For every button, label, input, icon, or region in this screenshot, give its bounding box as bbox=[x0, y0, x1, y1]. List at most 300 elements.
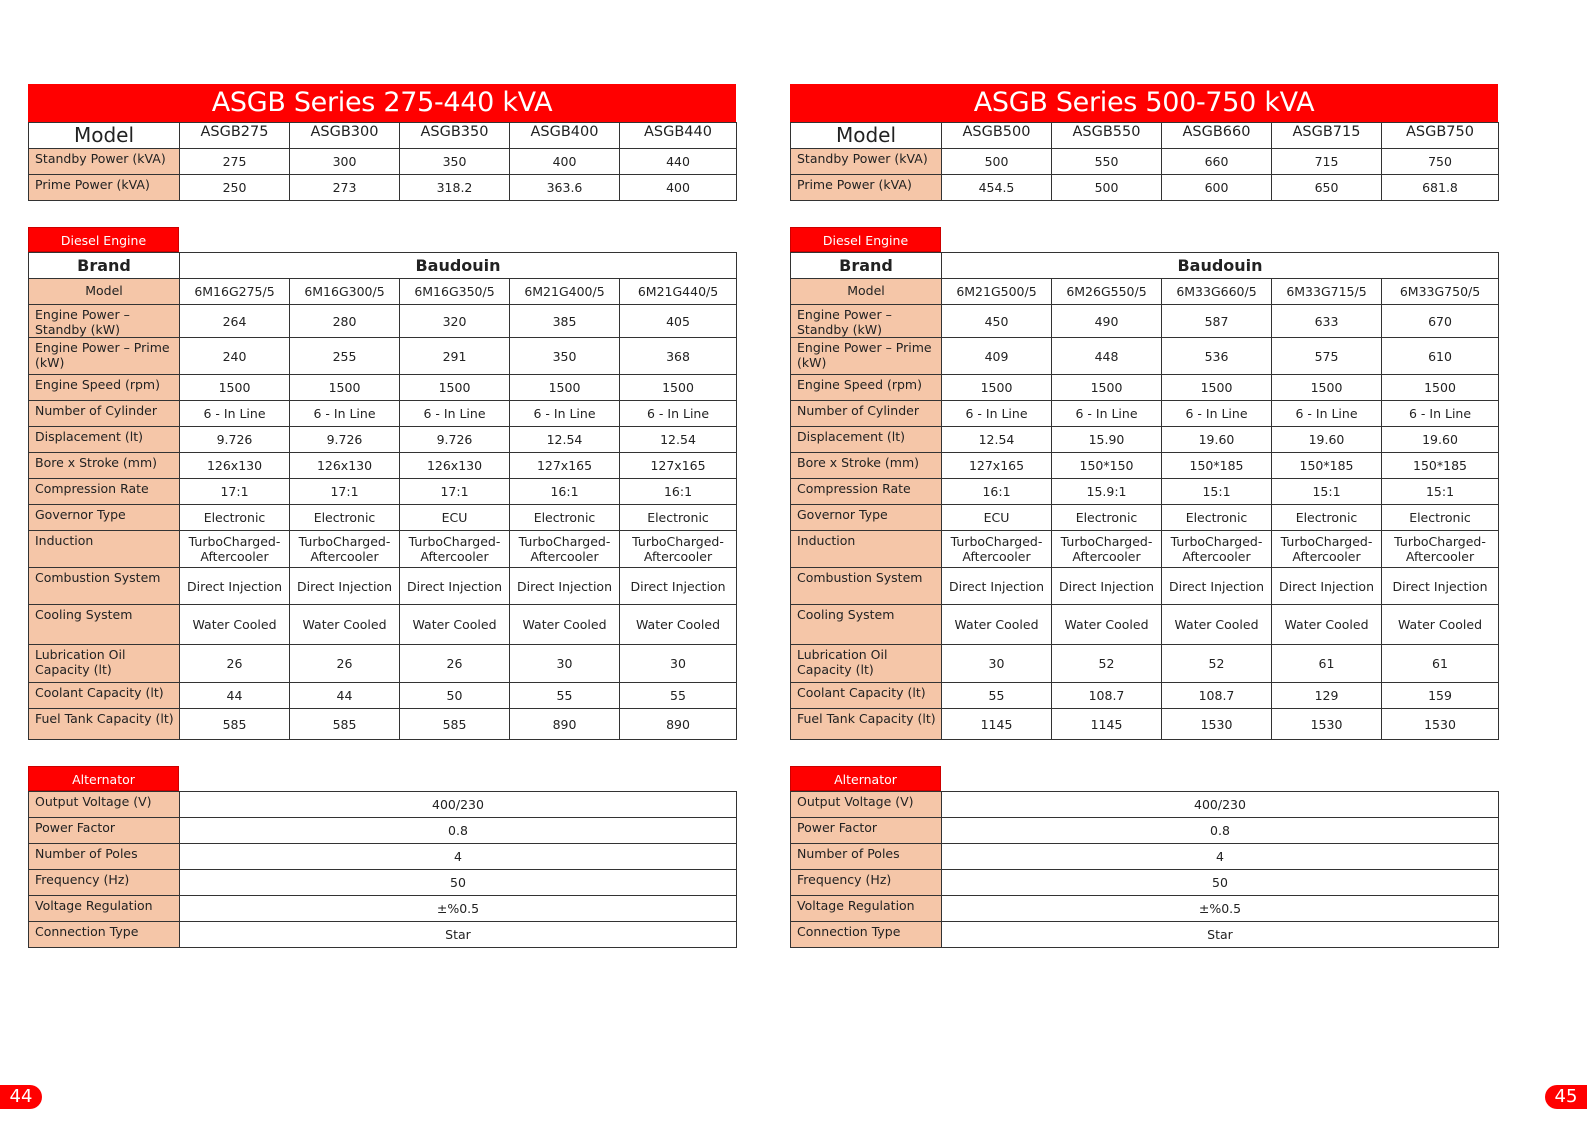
engine-value: 1500 bbox=[620, 375, 737, 401]
model-label: Model bbox=[29, 123, 180, 149]
engine-value: Water Cooled bbox=[1382, 605, 1499, 645]
engine-value: 55 bbox=[510, 683, 620, 709]
alternator-table bbox=[28, 791, 737, 948]
engine-value: 368 bbox=[620, 338, 737, 375]
model-name: ASGB440 bbox=[620, 123, 737, 149]
engine-value: 6M16G350/5 bbox=[400, 279, 510, 305]
engine-value: 6M21G500/5 bbox=[942, 279, 1052, 305]
engine-value: Water Cooled bbox=[1052, 605, 1162, 645]
alternator-row-label: Number of Poles bbox=[29, 844, 180, 870]
engine-row bbox=[29, 401, 737, 427]
engine-value: 1500 bbox=[942, 375, 1052, 401]
engine-value: Direct Injection bbox=[1272, 568, 1382, 605]
engine-row-label: Induction bbox=[791, 531, 942, 568]
engine-value: 1145 bbox=[942, 709, 1052, 740]
engine-value: 6 - In Line bbox=[1382, 401, 1499, 427]
engine-value: 587 bbox=[1162, 305, 1272, 338]
engine-value: 127x165 bbox=[620, 453, 737, 479]
engine-value: 26 bbox=[290, 645, 400, 683]
engine-value: 6 - In Line bbox=[510, 401, 620, 427]
model-name: ASGB550 bbox=[1052, 123, 1162, 149]
power-row-label: Standby Power (kVA) bbox=[791, 149, 942, 175]
engine-value: 6M26G550/5 bbox=[1052, 279, 1162, 305]
engine-value: TurboCharged-Aftercooler bbox=[290, 531, 400, 568]
engine-value: Electronic bbox=[510, 505, 620, 531]
engine-row-label: Engine Power – Standby (kW) bbox=[29, 305, 180, 338]
brand-value: Baudouin bbox=[942, 253, 1499, 279]
engine-value: 16:1 bbox=[510, 479, 620, 505]
engine-value: 448 bbox=[1052, 338, 1162, 375]
engine-value: 9.726 bbox=[180, 427, 290, 453]
alternator-value: Star bbox=[180, 922, 737, 948]
engine-value: 1500 bbox=[510, 375, 620, 401]
alternator-row bbox=[791, 896, 1499, 922]
engine-value: 12.54 bbox=[942, 427, 1052, 453]
engine-value: 9.726 bbox=[290, 427, 400, 453]
engine-value: 150*150 bbox=[1052, 453, 1162, 479]
engine-value: 585 bbox=[290, 709, 400, 740]
engine-value: Direct Injection bbox=[400, 568, 510, 605]
engine-value: 6 - In Line bbox=[620, 401, 737, 427]
alternator-value: 4 bbox=[942, 844, 1499, 870]
engine-value: 670 bbox=[1382, 305, 1499, 338]
engine-value: 15:1 bbox=[1272, 479, 1382, 505]
alternator-row-label: Connection Type bbox=[791, 922, 942, 948]
engine-value: 536 bbox=[1162, 338, 1272, 375]
engine-row-label: Cooling System bbox=[791, 605, 942, 645]
engine-value: 6M16G300/5 bbox=[290, 279, 400, 305]
engine-row bbox=[29, 709, 737, 740]
engine-value: 490 bbox=[1052, 305, 1162, 338]
model-name: ASGB500 bbox=[942, 123, 1052, 149]
alternator-row-label: Output Voltage (V) bbox=[29, 792, 180, 818]
alternator-value: 0.8 bbox=[180, 818, 737, 844]
model-power-table bbox=[790, 122, 1499, 201]
alternator-row bbox=[791, 922, 1499, 948]
engine-value: 17:1 bbox=[400, 479, 510, 505]
alternator-row bbox=[29, 896, 737, 922]
engine-value: 108.7 bbox=[1162, 683, 1272, 709]
alternator-row bbox=[791, 844, 1499, 870]
brand-label: Brand bbox=[791, 253, 942, 279]
engine-value: ECU bbox=[942, 505, 1052, 531]
engine-value: Direct Injection bbox=[620, 568, 737, 605]
engine-row-label: Fuel Tank Capacity (lt) bbox=[791, 709, 942, 740]
engine-value: 6 - In Line bbox=[290, 401, 400, 427]
engine-row bbox=[791, 568, 1499, 605]
engine-value: TurboCharged-Aftercooler bbox=[942, 531, 1052, 568]
alternator-row-label: Frequency (Hz) bbox=[791, 870, 942, 896]
engine-value: Water Cooled bbox=[942, 605, 1052, 645]
alternator-row bbox=[29, 844, 737, 870]
power-value: 363.6 bbox=[510, 175, 620, 201]
engine-row-label: Combustion System bbox=[791, 568, 942, 605]
engine-value: 26 bbox=[180, 645, 290, 683]
engine-value: 585 bbox=[180, 709, 290, 740]
brand-row bbox=[791, 253, 1499, 279]
power-value: 500 bbox=[942, 149, 1052, 175]
power-row-label: Standby Power (kVA) bbox=[29, 149, 180, 175]
engine-value: 150*185 bbox=[1382, 453, 1499, 479]
engine-value: 17:1 bbox=[290, 479, 400, 505]
engine-value: Electronic bbox=[1382, 505, 1499, 531]
model-name: ASGB350 bbox=[400, 123, 510, 149]
model-header-row bbox=[29, 123, 737, 149]
model-name: ASGB275 bbox=[180, 123, 290, 149]
engine-value: Direct Injection bbox=[1052, 568, 1162, 605]
engine-value: 1530 bbox=[1272, 709, 1382, 740]
page-number-left: 44 bbox=[0, 1085, 42, 1109]
model-name: ASGB300 bbox=[290, 123, 400, 149]
engine-value: 450 bbox=[942, 305, 1052, 338]
engine-table bbox=[28, 252, 737, 740]
power-value: 681.8 bbox=[1382, 175, 1499, 201]
engine-row-label: Engine Speed (rpm) bbox=[791, 375, 942, 401]
engine-row bbox=[791, 338, 1499, 375]
engine-row-label: Engine Power – Prime (kW) bbox=[791, 338, 942, 375]
engine-value: 15.90 bbox=[1052, 427, 1162, 453]
power-value: 400 bbox=[620, 175, 737, 201]
engine-row-label: Model bbox=[29, 279, 180, 305]
alternator-value: 50 bbox=[180, 870, 737, 896]
engine-value: Water Cooled bbox=[620, 605, 737, 645]
engine-value: Electronic bbox=[1052, 505, 1162, 531]
alternator-row bbox=[791, 818, 1499, 844]
engine-row bbox=[29, 453, 737, 479]
engine-value: 890 bbox=[620, 709, 737, 740]
engine-value: 50 bbox=[400, 683, 510, 709]
engine-row bbox=[29, 375, 737, 401]
alternator-value: 4 bbox=[180, 844, 737, 870]
power-value: 440 bbox=[620, 149, 737, 175]
engine-value: TurboCharged-Aftercooler bbox=[1052, 531, 1162, 568]
power-value: 273 bbox=[290, 175, 400, 201]
engine-value: 575 bbox=[1272, 338, 1382, 375]
engine-value: 6 - In Line bbox=[400, 401, 510, 427]
engine-row bbox=[791, 375, 1499, 401]
engine-row bbox=[29, 605, 737, 645]
engine-value: Water Cooled bbox=[510, 605, 620, 645]
engine-row bbox=[791, 531, 1499, 568]
engine-value: Electronic bbox=[290, 505, 400, 531]
engine-value: 108.7 bbox=[1052, 683, 1162, 709]
engine-value: 6 - In Line bbox=[1162, 401, 1272, 427]
engine-value: 12.54 bbox=[510, 427, 620, 453]
engine-row-label: Governor Type bbox=[791, 505, 942, 531]
engine-value: 405 bbox=[620, 305, 737, 338]
alternator-value: 0.8 bbox=[942, 818, 1499, 844]
engine-value: 6 - In Line bbox=[1272, 401, 1382, 427]
engine-row-label: Engine Speed (rpm) bbox=[29, 375, 180, 401]
engine-value: 1500 bbox=[1382, 375, 1499, 401]
engine-value: 1500 bbox=[1052, 375, 1162, 401]
brand-label: Brand bbox=[29, 253, 180, 279]
engine-value: 1500 bbox=[1162, 375, 1272, 401]
engine-value: 16:1 bbox=[620, 479, 737, 505]
engine-value: TurboCharged-Aftercooler bbox=[510, 531, 620, 568]
alternator-table bbox=[790, 791, 1499, 948]
engine-value: 44 bbox=[290, 683, 400, 709]
engine-value: Electronic bbox=[1162, 505, 1272, 531]
power-value: 600 bbox=[1162, 175, 1272, 201]
engine-row bbox=[791, 427, 1499, 453]
engine-value: 30 bbox=[510, 645, 620, 683]
engine-row bbox=[791, 605, 1499, 645]
engine-row-label: Compression Rate bbox=[791, 479, 942, 505]
engine-value: Direct Injection bbox=[942, 568, 1052, 605]
engine-row bbox=[791, 505, 1499, 531]
engine-value: 126x130 bbox=[400, 453, 510, 479]
engine-value: 16:1 bbox=[942, 479, 1052, 505]
engine-value: Water Cooled bbox=[1272, 605, 1382, 645]
engine-value: 890 bbox=[510, 709, 620, 740]
engine-table bbox=[790, 252, 1499, 740]
engine-value: 633 bbox=[1272, 305, 1382, 338]
alternator-row bbox=[791, 870, 1499, 896]
engine-row bbox=[29, 338, 737, 375]
engine-value: 350 bbox=[510, 338, 620, 375]
engine-row bbox=[791, 645, 1499, 683]
engine-value: 1145 bbox=[1052, 709, 1162, 740]
engine-row bbox=[29, 479, 737, 505]
power-row bbox=[29, 175, 737, 201]
alternator-row bbox=[791, 792, 1499, 818]
engine-value: 15.9:1 bbox=[1052, 479, 1162, 505]
engine-value: 127x165 bbox=[942, 453, 1052, 479]
alternator-value: Star bbox=[942, 922, 1499, 948]
power-value: 350 bbox=[400, 149, 510, 175]
engine-value: 1530 bbox=[1162, 709, 1272, 740]
engine-value: 44 bbox=[180, 683, 290, 709]
engine-row bbox=[791, 709, 1499, 740]
alternator-tag: Alternator bbox=[28, 766, 179, 791]
engine-value: 30 bbox=[620, 645, 737, 683]
engine-value: 19.60 bbox=[1162, 427, 1272, 453]
alternator-row-label: Voltage Regulation bbox=[791, 896, 942, 922]
alternator-row bbox=[29, 792, 737, 818]
diesel-engine-tag: Diesel Engine bbox=[28, 227, 179, 252]
engine-value: Direct Injection bbox=[510, 568, 620, 605]
power-value: 650 bbox=[1272, 175, 1382, 201]
engine-value: 150*185 bbox=[1162, 453, 1272, 479]
engine-row bbox=[791, 453, 1499, 479]
engine-value: TurboCharged-Aftercooler bbox=[180, 531, 290, 568]
diesel-engine-tag: Diesel Engine bbox=[790, 227, 941, 252]
engine-value: 52 bbox=[1052, 645, 1162, 683]
engine-value: Water Cooled bbox=[290, 605, 400, 645]
engine-row-label: Cooling System bbox=[29, 605, 180, 645]
series-title: ASGB Series 500-750 kVA bbox=[790, 84, 1498, 122]
engine-value: Direct Injection bbox=[180, 568, 290, 605]
engine-row bbox=[791, 305, 1499, 338]
power-row bbox=[791, 149, 1499, 175]
engine-value: 19.60 bbox=[1272, 427, 1382, 453]
engine-value: Direct Injection bbox=[290, 568, 400, 605]
engine-row bbox=[29, 531, 737, 568]
engine-row bbox=[791, 683, 1499, 709]
engine-value: 52 bbox=[1162, 645, 1272, 683]
engine-value: 585 bbox=[400, 709, 510, 740]
engine-row bbox=[791, 479, 1499, 505]
power-value: 550 bbox=[1052, 149, 1162, 175]
model-name: ASGB660 bbox=[1162, 123, 1272, 149]
engine-value: 1530 bbox=[1382, 709, 1499, 740]
engine-value: TurboCharged-Aftercooler bbox=[400, 531, 510, 568]
engine-value: 150*185 bbox=[1272, 453, 1382, 479]
engine-row bbox=[29, 568, 737, 605]
engine-row-label: Coolant Capacity (lt) bbox=[29, 683, 180, 709]
power-value: 715 bbox=[1272, 149, 1382, 175]
engine-value: 1500 bbox=[400, 375, 510, 401]
engine-row-label: Displacement (lt) bbox=[791, 427, 942, 453]
engine-value: 6M33G750/5 bbox=[1382, 279, 1499, 305]
engine-value: 61 bbox=[1272, 645, 1382, 683]
engine-value: 127x165 bbox=[510, 453, 620, 479]
series-title: ASGB Series 275-440 kVA bbox=[28, 84, 736, 122]
engine-value: 1500 bbox=[290, 375, 400, 401]
engine-row bbox=[791, 401, 1499, 427]
engine-row-label: Bore x Stroke (mm) bbox=[29, 453, 180, 479]
engine-value: 15:1 bbox=[1382, 479, 1499, 505]
power-value: 400 bbox=[510, 149, 620, 175]
engine-row-label: Coolant Capacity (lt) bbox=[791, 683, 942, 709]
model-name: ASGB750 bbox=[1382, 123, 1499, 149]
engine-row bbox=[791, 279, 1499, 305]
alternator-value: ±%0.5 bbox=[942, 896, 1499, 922]
left-spec-panel bbox=[28, 84, 736, 948]
alternator-row-label: Output Voltage (V) bbox=[791, 792, 942, 818]
engine-row-label: Number of Cylinder bbox=[29, 401, 180, 427]
engine-value: Electronic bbox=[1272, 505, 1382, 531]
power-value: 454.5 bbox=[942, 175, 1052, 201]
engine-value: 26 bbox=[400, 645, 510, 683]
alternator-row bbox=[29, 818, 737, 844]
engine-value: 255 bbox=[290, 338, 400, 375]
engine-row-label: Engine Power – Standby (kW) bbox=[791, 305, 942, 338]
power-value: 275 bbox=[180, 149, 290, 175]
engine-value: Electronic bbox=[620, 505, 737, 531]
alternator-tag: Alternator bbox=[790, 766, 941, 791]
page-number-right: 45 bbox=[1545, 1085, 1587, 1109]
engine-value: ECU bbox=[400, 505, 510, 531]
engine-value: 264 bbox=[180, 305, 290, 338]
engine-value: 6M16G275/5 bbox=[180, 279, 290, 305]
alternator-row bbox=[29, 870, 737, 896]
power-value: 750 bbox=[1382, 149, 1499, 175]
alternator-value: ±%0.5 bbox=[180, 896, 737, 922]
engine-row-label: Induction bbox=[29, 531, 180, 568]
engine-row bbox=[29, 683, 737, 709]
engine-value: 610 bbox=[1382, 338, 1499, 375]
engine-value: 55 bbox=[942, 683, 1052, 709]
alternator-row-label: Voltage Regulation bbox=[29, 896, 180, 922]
engine-value: TurboCharged-Aftercooler bbox=[1382, 531, 1499, 568]
engine-value: TurboCharged-Aftercooler bbox=[620, 531, 737, 568]
alternator-value: 400/230 bbox=[942, 792, 1499, 818]
power-value: 300 bbox=[290, 149, 400, 175]
model-name: ASGB400 bbox=[510, 123, 620, 149]
power-row-label: Prime Power (kVA) bbox=[791, 175, 942, 201]
engine-value: 61 bbox=[1382, 645, 1499, 683]
engine-value: 6M21G440/5 bbox=[620, 279, 737, 305]
engine-value: 55 bbox=[620, 683, 737, 709]
alternator-row-label: Connection Type bbox=[29, 922, 180, 948]
model-name: ASGB715 bbox=[1272, 123, 1382, 149]
engine-value: 129 bbox=[1272, 683, 1382, 709]
engine-value: 9.726 bbox=[400, 427, 510, 453]
engine-value: 385 bbox=[510, 305, 620, 338]
engine-row bbox=[29, 505, 737, 531]
engine-value: 159 bbox=[1382, 683, 1499, 709]
engine-row-label: Compression Rate bbox=[29, 479, 180, 505]
engine-value: 240 bbox=[180, 338, 290, 375]
alternator-row bbox=[29, 922, 737, 948]
engine-row-label: Lubrication Oil Capacity (lt) bbox=[29, 645, 180, 683]
engine-row-label: Model bbox=[791, 279, 942, 305]
engine-value: 6 - In Line bbox=[1052, 401, 1162, 427]
engine-row bbox=[29, 305, 737, 338]
engine-value: Water Cooled bbox=[180, 605, 290, 645]
brand-value: Baudouin bbox=[180, 253, 737, 279]
engine-value: 291 bbox=[400, 338, 510, 375]
engine-value: 30 bbox=[942, 645, 1052, 683]
engine-value: 320 bbox=[400, 305, 510, 338]
engine-row-label: Displacement (lt) bbox=[29, 427, 180, 453]
engine-value: 6M21G400/5 bbox=[510, 279, 620, 305]
power-value: 500 bbox=[1052, 175, 1162, 201]
alternator-row-label: Power Factor bbox=[29, 818, 180, 844]
power-value: 250 bbox=[180, 175, 290, 201]
brand-row bbox=[29, 253, 737, 279]
engine-row bbox=[29, 645, 737, 683]
engine-value: 280 bbox=[290, 305, 400, 338]
engine-row bbox=[29, 279, 737, 305]
alternator-value: 400/230 bbox=[180, 792, 737, 818]
model-header-row bbox=[791, 123, 1499, 149]
engine-row bbox=[29, 427, 737, 453]
alternator-value: 50 bbox=[942, 870, 1499, 896]
model-label: Model bbox=[791, 123, 942, 149]
engine-row-label: Lubrication Oil Capacity (lt) bbox=[791, 645, 942, 683]
engine-row-label: Governor Type bbox=[29, 505, 180, 531]
engine-row-label: Number of Cylinder bbox=[791, 401, 942, 427]
alternator-row-label: Number of Poles bbox=[791, 844, 942, 870]
power-row bbox=[29, 149, 737, 175]
engine-value: 126x130 bbox=[180, 453, 290, 479]
engine-row-label: Combustion System bbox=[29, 568, 180, 605]
engine-value: 126x130 bbox=[290, 453, 400, 479]
engine-value: 6M33G715/5 bbox=[1272, 279, 1382, 305]
power-value: 660 bbox=[1162, 149, 1272, 175]
alternator-row-label: Frequency (Hz) bbox=[29, 870, 180, 896]
engine-row-label: Fuel Tank Capacity (lt) bbox=[29, 709, 180, 740]
engine-value: Direct Injection bbox=[1382, 568, 1499, 605]
right-spec-panel bbox=[790, 84, 1498, 948]
engine-value: Direct Injection bbox=[1162, 568, 1272, 605]
engine-value: 1500 bbox=[180, 375, 290, 401]
engine-value: 1500 bbox=[1272, 375, 1382, 401]
engine-value: 6M33G660/5 bbox=[1162, 279, 1272, 305]
engine-value: TurboCharged-Aftercooler bbox=[1272, 531, 1382, 568]
engine-value: 19.60 bbox=[1382, 427, 1499, 453]
engine-value: Water Cooled bbox=[1162, 605, 1272, 645]
engine-value: Electronic bbox=[180, 505, 290, 531]
engine-row-label: Engine Power – Prime (kW) bbox=[29, 338, 180, 375]
engine-row-label: Bore x Stroke (mm) bbox=[791, 453, 942, 479]
engine-value: 12.54 bbox=[620, 427, 737, 453]
power-row bbox=[791, 175, 1499, 201]
engine-value: 17:1 bbox=[180, 479, 290, 505]
